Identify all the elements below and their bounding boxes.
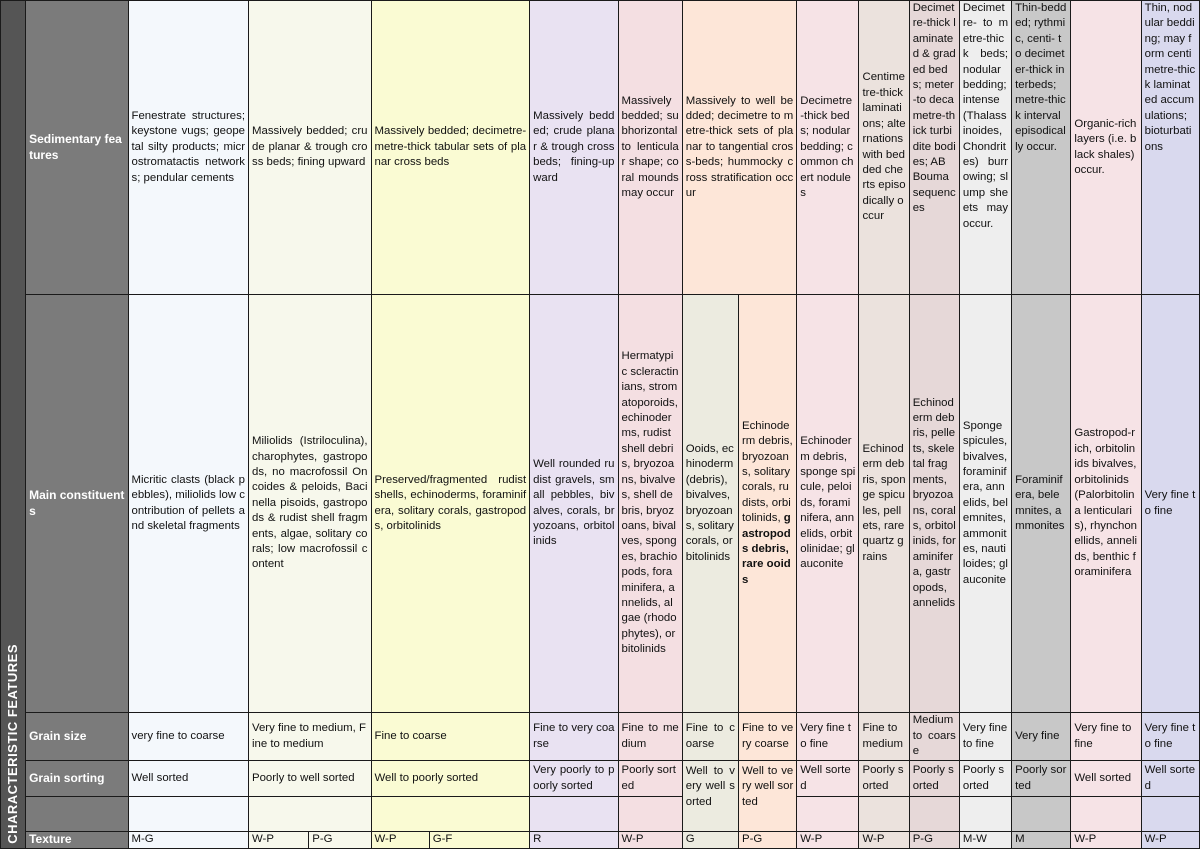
sedimentary-row (1, 1, 1200, 295)
blank-cell-11 (1012, 797, 1071, 832)
con-cell-5: Hermatypic scleractinians, stromatoporoids, echinoderms, rudist shell debris, bryozoans, bivalves, shell debris, bryozoans, bivalves, sponges, brachiopods, foraminifera, annelids, algae (rhodophytes), orbitolinids (618, 295, 682, 713)
gs-cell-9: Medium to coarse (909, 713, 959, 761)
gs-cell-2: Very fine to medium, Fine to medium (249, 713, 372, 761)
gs-cell-11: Very fine (1012, 713, 1071, 761)
blank-cell-8 (859, 797, 909, 832)
row-label-constituents: Main constituents (26, 295, 128, 713)
tex-cell-7: W-P (797, 832, 859, 849)
gso-cell-12: Well sorted (1071, 761, 1141, 797)
gso-cell-8: Poorly sorted (859, 761, 909, 797)
gs-cell-1: very fine to coarse (128, 713, 248, 761)
gs-cell-13: Very fine to fine (1141, 713, 1199, 761)
tex-cell-2a: W-P (249, 832, 309, 849)
gso-cell-6a: Well to very well sorted (682, 761, 738, 832)
row-label-blank (26, 797, 128, 832)
sed-cell-5: Massively bedded; subhorizontal to lenticular shape; coral mounds may occur (618, 1, 682, 295)
gso-cell-4: Very poorly to poorly sorted (530, 761, 618, 797)
sed-cell-4: Massively bedded; crude planar & trough cross beds; fining-upward (530, 1, 618, 295)
con-cell-12: Gastropod-rich, orbitolinids bivalves, orbitolinids (Palorbitolina lenticularis), rhynchonellids, annelids, benthic foraminifera (1071, 295, 1141, 713)
gso-cell-9: Poorly sorted (909, 761, 959, 797)
tex-cell-8: W-P (859, 832, 909, 849)
tex-cell-4: R (530, 832, 618, 849)
constituents-row (1, 295, 1200, 713)
tex-cell-6b: P-G (738, 832, 796, 849)
blank-cell-3 (371, 797, 530, 832)
blank-cell-13 (1141, 797, 1199, 832)
gso-cell-11: Poorly sorted (1012, 761, 1071, 797)
blank-cell-12 (1071, 797, 1141, 832)
gs-cell-8: Fine to medium (859, 713, 909, 761)
blank-cell-7 (797, 797, 859, 832)
sed-cell-3: Massively bedded; decimetre-metre-thick tabular sets of planar cross beds (371, 1, 530, 295)
gso-cell-10: Poorly sorted (959, 761, 1011, 797)
side-label: CHARACTERISTIC FEATURES (1, 1, 26, 849)
gso-cell-7: Well sorted (797, 761, 859, 797)
blank-cell-2 (249, 797, 372, 832)
blank-cell-4 (530, 797, 618, 832)
tex-cell-5: W-P (618, 832, 682, 849)
gs-cell-6b: Fine to very coarse (738, 713, 796, 761)
grain-size-row (1, 713, 1200, 761)
gso-cell-2: Poorly to well sorted (249, 761, 372, 797)
sed-cell-1: Fenestrate structures; keystone vugs; geopetal silty products; microstromatactis networks; pendular cements (128, 1, 248, 295)
gso-cell-3: Well to poorly sorted (371, 761, 530, 797)
gs-cell-5: Fine to medium (618, 713, 682, 761)
blank-cell-5 (618, 797, 682, 832)
gs-cell-3: Fine to coarse (371, 713, 530, 761)
con-cell-4: Well rounded rudist gravels, small pebbles, bivalves, corals, bryozoans, orbitolinids (530, 295, 618, 713)
tex-cell-2b: P-G (309, 832, 371, 849)
blank-cell-10 (959, 797, 1011, 832)
blank-row (1, 797, 1200, 832)
gs-cell-10: Very fine to fine (959, 713, 1011, 761)
tex-cell-3a: W-P (371, 832, 429, 849)
con-cell-8: Echinoderm debris, sponge spicules, pellets, rare quartz grains (859, 295, 909, 713)
con-cell-1: Micritic clasts (black pebbles), miliolids low contribution of pellets and skeletal fragments (128, 295, 248, 713)
sed-cell-7: Decimetre-thick beds; nodular bedding; common chert nodules (797, 1, 859, 295)
sed-cell-2: Massively bedded; crude planar & trough cross beds; fining upward (249, 1, 372, 295)
sed-cell-8: Centimetre-thick laminations; alternations with bedded cherts episodically occur (859, 1, 909, 295)
row-label-sedimentary: Sedimentary features (26, 1, 128, 295)
tex-cell-12: W-P (1071, 832, 1141, 849)
tex-cell-3b: G-F (429, 832, 529, 849)
con-cell-9: Echinoderm debris, pellets, skeletal fragments, bryozoans, corals, orbitolinids, foraminifera, gastropods, annelids (909, 295, 959, 713)
gso-cell-6b: Well to very well sorted (738, 761, 796, 832)
tex-cell-1: M-G (128, 832, 248, 849)
con-cell-6a: Ooids, echinoderm (debris), bivalves, bryozoans, solitary corals, orbitolinids (682, 295, 738, 713)
con-cell-6b-main: Echinoderm debris, bryozoans, solitary corals, rudists, orbitolinids, (741, 419, 793, 525)
sed-cell-9: Decimetre-thick laminated & graded beds; meter-to decametre-thick turbidite bodies; AB Bouma sequences (909, 1, 959, 295)
con-cell-11: Foraminifera, belemnites, ammonites (1012, 295, 1071, 713)
con-cell-3: Preserved/fragmented rudist shells, echinoderms, foraminifera, solitary corals, gastropods, orbitolinids (371, 295, 530, 713)
sed-cell-12: Organic-rich layers (i.e. black shales) occur. (1071, 1, 1141, 295)
tex-cell-6a: G (682, 832, 738, 849)
con-cell-13: Very fine to fine (1141, 295, 1199, 713)
sed-cell-10: Decimetre- to metre-thick beds; nodular bedding; intense (Thalassinoides, Chondrites) burrowing; slump sheets may occur. (959, 1, 1011, 295)
gso-cell-1: Well sorted (128, 761, 248, 797)
con-cell-2: Miliolids (Istriloculina), charophytes, gastropods, no macrofossil Oncoides & peloids, Bacinella pisoids, gastropods & rudist shell fragments, algae, solitary corals; low macrofossil content (249, 295, 372, 713)
gs-cell-6a: Fine to coarse (682, 713, 738, 761)
row-label-grain-sorting: Grain sorting (26, 761, 128, 797)
sed-cell-6: Massively to well bedded; decimetre to metre-thick sets of planar to tangential cross-beds; hummocky cross stratification occur (682, 1, 796, 295)
con-cell-7: Echinoderm debris, sponge spicule, peloids, foraminifera, annelids, orbitolinidae; glauconite (797, 295, 859, 713)
blank-cell-1 (128, 797, 248, 832)
gs-cell-4: Fine to very coarse (530, 713, 618, 761)
grain-sorting-row (1, 761, 1200, 797)
gs-cell-7: Very fine to fine (797, 713, 859, 761)
sed-cell-11: Thin-bedded; rythmic, centi- to decimeter-thick interbeds; metre-thick interval episodically occur. (1012, 1, 1071, 295)
gso-cell-5: Poorly sorted (618, 761, 682, 797)
con-cell-6b (738, 295, 796, 713)
gs-cell-12: Very fine to fine (1071, 713, 1141, 761)
row-label-grain-size: Grain size (26, 713, 128, 761)
row-label-texture: Texture (26, 832, 128, 849)
tex-cell-11: M (1012, 832, 1071, 849)
blank-cell-9 (909, 797, 959, 832)
tex-cell-9: P-G (909, 832, 959, 849)
tex-cell-13: W-P (1141, 832, 1199, 849)
tex-cell-10: M-W (959, 832, 1011, 849)
gso-cell-13: Well sorted (1141, 761, 1199, 797)
con-cell-10: Sponge spicules, bivalves, foraminifera, annelids, belemnites, ammonites, nautiloides; glauconite (959, 295, 1011, 713)
texture-row (1, 832, 1200, 849)
con-cell-6b-bold: gastropods debris, rare ooids (741, 512, 791, 586)
sed-cell-13: Thin, nodular bedding; may form centimetre-thick laminated accumulations; bioturbations (1141, 1, 1199, 295)
